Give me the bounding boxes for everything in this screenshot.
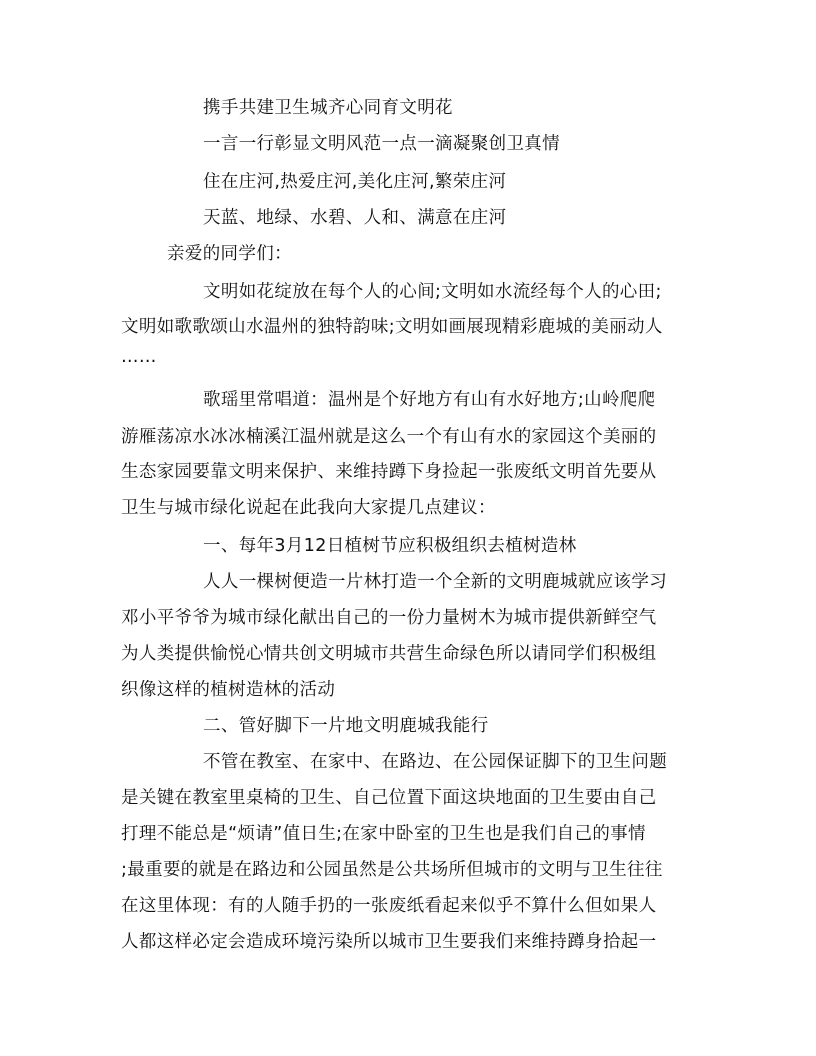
- slogan-line: 一言一行彰显文明风范一点一滴凝聚创卫真情: [203, 134, 560, 154]
- paragraph-line: 文明如歌歌颂山水温州的独特韵味;文明如画展现精彩鹿城的美丽动人: [121, 317, 663, 337]
- paragraph-line: 邓小平爷爷为城市绿化献出自己的一份力量树木为城市提供新鲜空气: [121, 608, 657, 628]
- paragraph-line: 文明如花绽放在每个人的心间;文明如水流经每个人的心田;: [203, 282, 662, 302]
- paragraph-line: 不管在教室、在家中、在路边、在公园保证脚下的卫生问题: [203, 752, 668, 772]
- paragraph-line: 卫生与城市绿化说起在此我向大家提几点建议：: [121, 498, 496, 518]
- paragraph-line: 人都这样必定会造成环境污染所以城市卫生要我们来维持蹲身拾起一: [121, 932, 657, 952]
- slogan-line: 携手共建卫生城齐心同育文明花: [203, 98, 453, 118]
- paragraph-line: 打理不能总是“烦请”值日生;在家中卧室的卫生也是我们自己的事情: [121, 824, 646, 844]
- section-heading: 一、每年3月12日植树节应积极组织去植树造林: [203, 536, 577, 556]
- paragraph-line: 在这里体现：有的人随手扔的一张废纸看起来似乎不算什么但如果人: [121, 896, 657, 916]
- section-heading: 二、管好脚下一片地文明鹿城我能行: [203, 716, 489, 736]
- paragraph-line: 歌瑶里常唱道：温州是个好地方有山有水好地方;山岭爬爬: [203, 390, 656, 410]
- paragraph-line: 游雁荡凉水冰冰楠溪江温州就是这么一个有山有水的家园这个美丽的: [121, 427, 657, 447]
- paragraph-line: 织像这样的植树造林的活动: [121, 680, 336, 700]
- slogan-line: 天蓝、地绿、水碧、人和、满意在庄河: [203, 208, 507, 228]
- paragraph-line: 为人类提供愉悦心情共创文明城市共营生命绿色所以请同学们积极组: [121, 644, 657, 664]
- paragraph-line: 人人一棵树便造一片林打造一个全新的文明鹿城就应该学习: [203, 572, 668, 592]
- paragraph-line: 生态家园要靠文明来保护、来维持蹲下身捡起一张废纸文明首先要从: [121, 462, 657, 482]
- greeting: 亲爱的同学们：: [167, 244, 292, 264]
- paragraph-line: ;最重要的就是在路边和公园虽然是公共场所但城市的文明与卫生往往: [121, 860, 663, 880]
- slogan-line: 住在庄河,热爱庄河,美化庄河,繁荣庄河: [203, 172, 507, 192]
- paragraph-line: ……: [121, 347, 157, 367]
- paragraph-line: 是关键在教室里桌椅的卫生、自己位置下面这块地面的卫生要由自己: [121, 788, 657, 808]
